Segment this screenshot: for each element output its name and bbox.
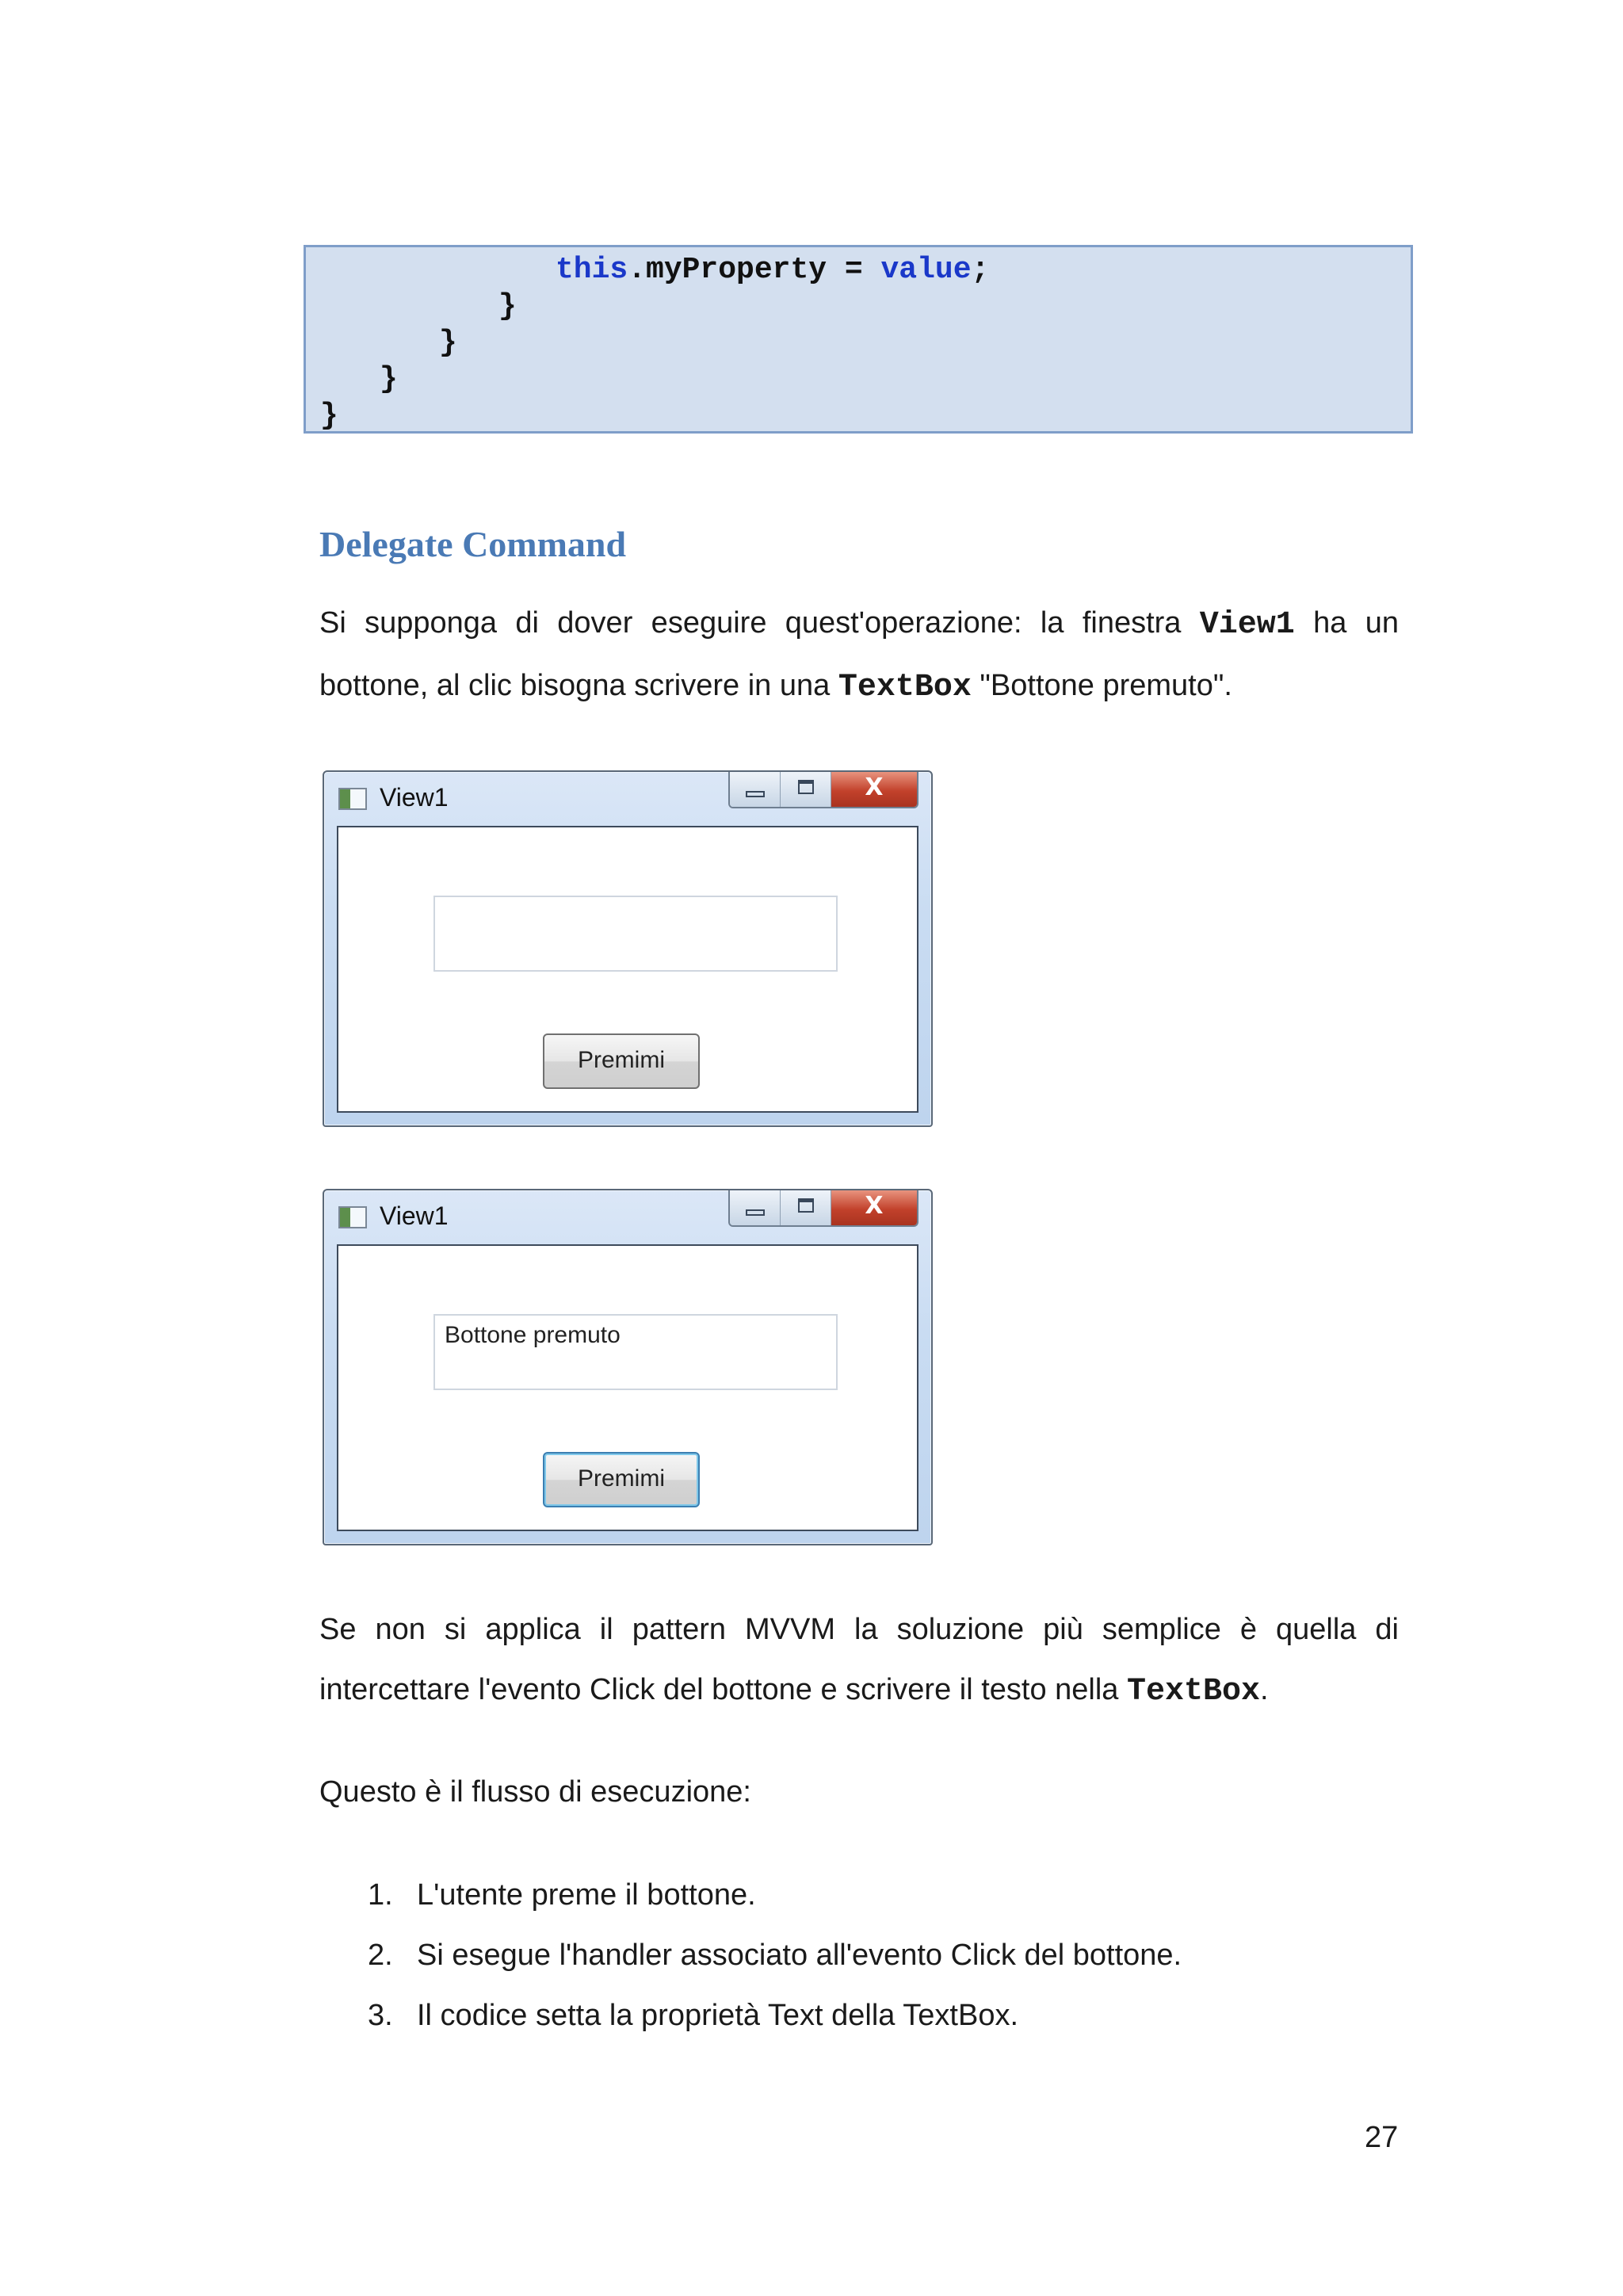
window-title: View1 [380, 783, 449, 812]
minimize-icon[interactable] [730, 1190, 781, 1225]
code-line: } [380, 362, 398, 396]
window-icon [338, 788, 367, 810]
page-number: 27 [1365, 2121, 1399, 2154]
code-line: this.myProperty = value; [556, 253, 990, 287]
window-controls [728, 772, 918, 808]
list-item: 3. Il codice setta la proprietà Text della TextBox. [368, 1999, 1019, 2032]
close-icon[interactable]: X [831, 772, 917, 807]
code-line: } [498, 289, 517, 323]
window-controls [728, 1190, 918, 1227]
textbox[interactable]: Bottone premuto [433, 1314, 838, 1390]
section-heading: Delegate Command [319, 524, 627, 564]
window-view1-after [323, 1189, 933, 1545]
intro-paragraph: Si supponga di dover eseguire quest'operazione: la finestra View1 ha un bottone, al clic bisogna scrivere in una TextBox "Bottone premuto". [319, 606, 1399, 705]
code-block [304, 245, 1413, 434]
premimi-button[interactable]: Premimi [543, 1033, 700, 1089]
window-client-area [337, 1244, 918, 1531]
explanation-paragraph: Se non si applica il pattern MVVM la soluzione più semplice è quella di intercettare l'evento Click del bottone e scrivere il testo nella TextBox. [319, 1613, 1399, 1710]
window-view1-before [323, 770, 933, 1127]
window-title: View1 [380, 1201, 449, 1230]
list-item: 2. Si esegue l'handler associato all'evento Click del bottone. [368, 1939, 1182, 1972]
textbox[interactable] [433, 896, 838, 972]
minimize-icon[interactable] [730, 772, 781, 807]
close-icon[interactable]: X [831, 1190, 917, 1225]
maximize-icon[interactable] [781, 1190, 831, 1225]
list-item: 1. L'utente preme il bottone. [368, 1878, 756, 1912]
code-line: } [439, 326, 457, 360]
premimi-button[interactable]: Premimi [543, 1452, 700, 1507]
maximize-icon[interactable] [781, 772, 831, 807]
window-icon [338, 1206, 367, 1228]
code-line: } [320, 399, 338, 433]
flow-intro: Questo è il flusso di esecuzione: [319, 1775, 751, 1809]
window-client-area [337, 826, 918, 1113]
